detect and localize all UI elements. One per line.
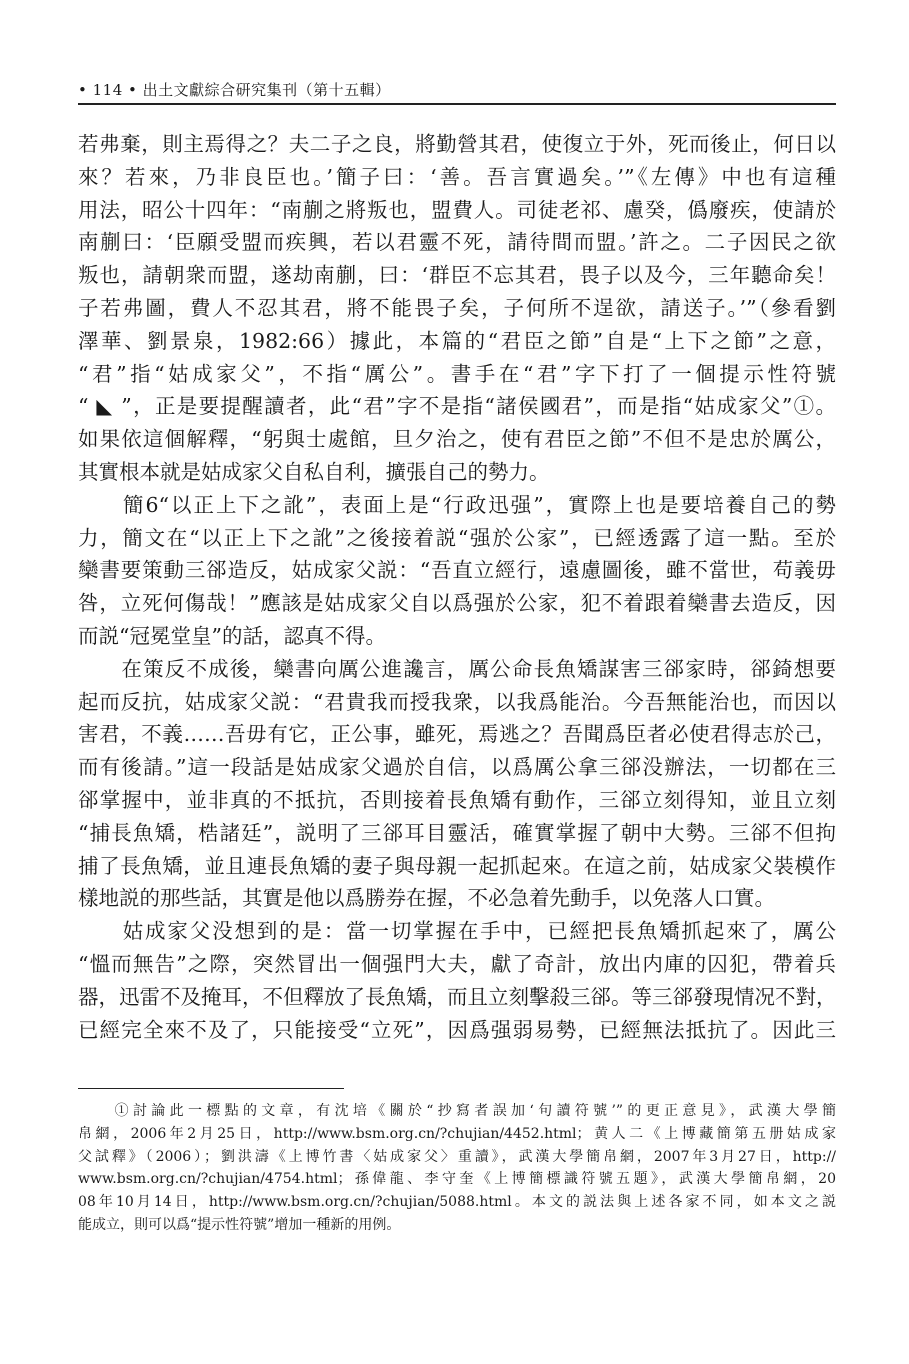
body-line: “ ◣ ”，正是要提醒讀者，此“君”字不是指“諸侯國君”，而是指“姑成家父”①。 [78,394,836,419]
body-line: 器，迅雷不及掩耳，不但釋放了長魚矯，而且立刻擊殺三郤。等三郤發現情况不對， [78,984,837,1009]
body-line: 用法，昭公十四年：“南蒯之將叛也，盟費人。司徒老祁、慮癸，僞廢疾，使請於 [78,197,836,222]
body-line: “慍而無告”之際，突然冒出一個强門大夫，獻了奇計，放出内庫的囚犯，帶着兵 [78,951,836,976]
body-line: “君”指“姑成家父”，不指“厲公”。書手在“君”字下打了一個提示性符號 [78,361,836,386]
footnote-line: 能成立，則可以爲“提示性符號”增加一種新的用例。 [78,1216,401,1233]
body-line: 咎，立死何傷哉！”應該是姑成家父自以爲强於公家，犯不着跟着欒書去造反，因 [78,591,836,616]
body-text [78,128,836,1046]
footnote-line: www.bsm.org.cn/?chujian/4754.html；孫偉龍、李守奎《上博簡標識符號五題》，武漢大學簡帛網，20 [78,1171,836,1188]
body-line: 而説“冠冕堂皇”的話，認真不得。 [78,623,386,648]
body-line: 其實根本就是姑成家父自私自利，擴張自己的勢力。 [78,459,550,484]
body-line: 欒書要策動三郤造反，姑成家父説：“吾直立經行，遠慮圖後，雖不當世，苟義毋 [78,558,836,583]
body-line: 而有後請。”這一段話是姑成家父過於自信，以爲厲公拿三郤没辦法，一切都在三 [78,755,836,780]
footnote-line: 父試釋》（2006）；劉洪濤《上博竹書〈姑成家父〉重讀》，武漢大學簡帛網，2007年3月27日，http:// [78,1148,836,1165]
body-line: 如果依這個解釋，“躬與士處館，旦夕治之，使有君臣之節”不但不是忠於厲公， [78,427,836,452]
body-line: 害君，不義……吾毋有它，正公事，雖死，焉逃之？吾聞爲臣者必使君得志於己， [78,722,836,747]
body-line: 姑成家父没想到的是：當一切掌握在手中，已經把長魚矯抓起來了，厲公 [78,919,836,944]
body-line: 郤掌握中，並非真的不抵抗，否則接着長魚矯有動作，三郤立刻得知，並且立刻 [78,787,836,812]
footnote-line: 08年10月14日，http://www.bsm.org.cn/?chujian/5088.html。本文的説法與上述各家不同，如本文之説 [78,1194,836,1211]
body-line: 子若弗圖，費人不忍其君，將不能畏子矣，子何所不逞欲，請送子。’”（參看劉 [78,295,836,320]
body-line: 澤華、劉景泉，1982:66）據此，本篇的“君臣之節”自是“上下之節”之意， [78,328,836,353]
footnotes [78,1100,836,1237]
header-rule [78,103,836,105]
body-line: 叛也，請朝衆而盟，遂劫南蒯，曰：‘群臣不忘其君，畏子以及今，三年聽命矣！ [78,263,836,288]
body-line: 起而反抗，姑成家父説：“君貴我而授我衆，以我爲能治。今吾無能治也，而因以 [78,689,836,714]
body-line: 力，簡文在“以正上下之訛”之後接着説“强於公家”，已經透露了這一點。至於 [78,525,836,550]
body-line: 已經完全來不及了，只能接受“立死”，因爲强弱易勢，已經無法抵抗了。因此三 [78,1017,836,1042]
body-line: 簡6“以正上下之訛”，表面上是“行政迅强”，實際上也是要培養自己的勢 [78,492,836,517]
footnote-line: 帛網，2006年2月25日，http://www.bsm.org.cn/?chujian/4452.html；黄人二《上博藏簡第五册姑成家 [78,1125,836,1142]
body-line: “捕長魚矯，梏諸廷”，説明了三郤耳目靈活，確實掌握了朝中大勢。三郤不但拘 [78,820,836,845]
body-line: 來？若來，乃非良臣也。’簡子曰：‘善。吾言實過矣。’”《左傳》中也有這種 [78,164,836,189]
running-header: • 114 • 出土文獻綜合研究集刊（第十五輯） [78,81,391,99]
body-line: 樣地説的那些話，其實是他以爲勝券在握，不必急着先動手，以免落人口實。 [78,886,775,911]
body-line: 在策反不成後，欒書向厲公進讒言，厲公命長魚矯謀害三郤家時，郤錡想要 [78,656,836,681]
footnote-line: ①討論此一標點的文章，有沈培《關於“抄寫者誤加‘句讀符號’”的更正意見》，武漢大學簡 [78,1103,836,1119]
footnote-rule [78,1088,344,1089]
body-line: 捕了長魚矯，並且連長魚矯的妻子與母親一起抓起來。在這之前，姑成家父裝模作 [78,853,836,878]
body-line: 南蒯曰：‘臣願受盟而疾興，若以君靈不死，請待間而盟。’許之。二子因民之欲 [78,230,836,255]
body-line: 若弗棄，則主焉得之？夫二子之良，將勤營其君，使復立于外，死而後止，何日以 [78,132,836,156]
